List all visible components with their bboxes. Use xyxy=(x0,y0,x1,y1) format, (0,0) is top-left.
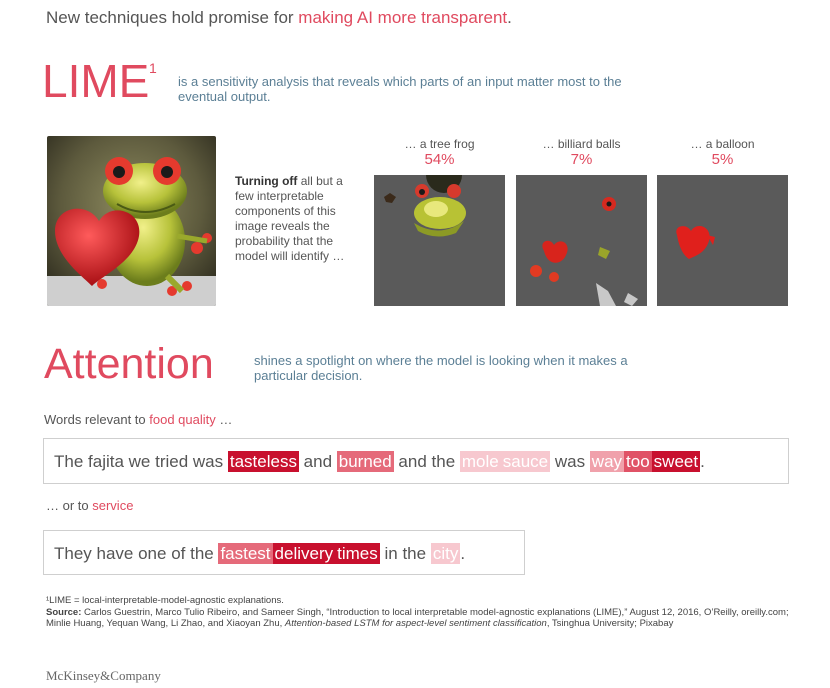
lime-panel-billiard-balls xyxy=(516,175,647,306)
attention-description: shines a spotlight on where the model is looking when it makes a particular decision. xyxy=(254,353,628,383)
sentence-box-food-quality xyxy=(43,438,789,484)
frog-photo xyxy=(47,136,216,306)
headline: New techniques hold promise for making AI more transparent. xyxy=(46,8,512,27)
attention-word-strong: times xyxy=(337,544,378,563)
panel-label-billiard-balls: … billiard balls xyxy=(542,137,621,151)
attention-word-light: sauce xyxy=(502,452,549,471)
lime-panel-tree-frog xyxy=(374,175,505,306)
lime-description: is a sensitivity analysis that reveals which parts of an input matter most to the eventual output. xyxy=(178,74,622,104)
attention-word-medium: fastest xyxy=(220,544,271,563)
sentence-box-service xyxy=(43,530,525,575)
panel-percent-balloon: 5% xyxy=(711,151,734,168)
footnote xyxy=(46,595,806,630)
sentence-service: They have one of the fastest delivery times in the city . xyxy=(54,544,466,563)
attention-word-strong: sweet xyxy=(653,452,699,471)
panel-label-tree-frog: … a tree frog xyxy=(404,137,475,151)
lime-panel-balloon xyxy=(657,175,788,306)
lime-footnote-marker: 1 xyxy=(149,60,157,76)
footnote-definition: ¹LIME = local-interpretable-model-agnostic explanations. xyxy=(46,595,284,606)
sentence-food-quality: The fajita we tried was tasteless and burned and the mole sauce was way too sweet . xyxy=(54,452,705,471)
attention-word-light: mole xyxy=(461,452,499,471)
food-quality-label: Words relevant to food quality … xyxy=(44,412,233,427)
service-label: … or to service xyxy=(46,498,134,513)
attention-word-medium-strong: too xyxy=(626,452,650,471)
attention-title: Attention xyxy=(44,340,214,388)
attention-word-strong: delivery xyxy=(274,544,334,563)
mckinsey-logo: McKinsey&Company xyxy=(46,668,161,683)
panel-percent-tree-frog: 54% xyxy=(424,151,455,168)
footnote-source: Source: Carlos Guestrin, Marco Tulio Ribeiro, and Sameer Singh, “Introduction to local interpretable model-agnostic explanations (LIME),” August 12, 2016, O’Reilly, oreilly.com; Minlie Huang, Yequan Wang, Li Zhao, and Xiaoyan Zhu, Attention-based LSTM for aspect-level sentiment classification, Tsinghua University; Pixabay xyxy=(46,606,789,629)
attention-word-light-medium: way xyxy=(591,452,623,471)
attention-word-medium: burned xyxy=(338,452,392,471)
attention-word-strong: tasteless xyxy=(229,452,297,471)
lime-title: LIME xyxy=(42,55,150,107)
attention-word-light: city xyxy=(432,544,459,563)
panel-percent-billiard-balls: 7% xyxy=(570,151,593,168)
lime-explanation: Turning off all but a few interpretable components of this image reveals the probability that the model will identify … xyxy=(235,174,345,263)
panel-label-balloon: … a balloon xyxy=(690,137,755,151)
